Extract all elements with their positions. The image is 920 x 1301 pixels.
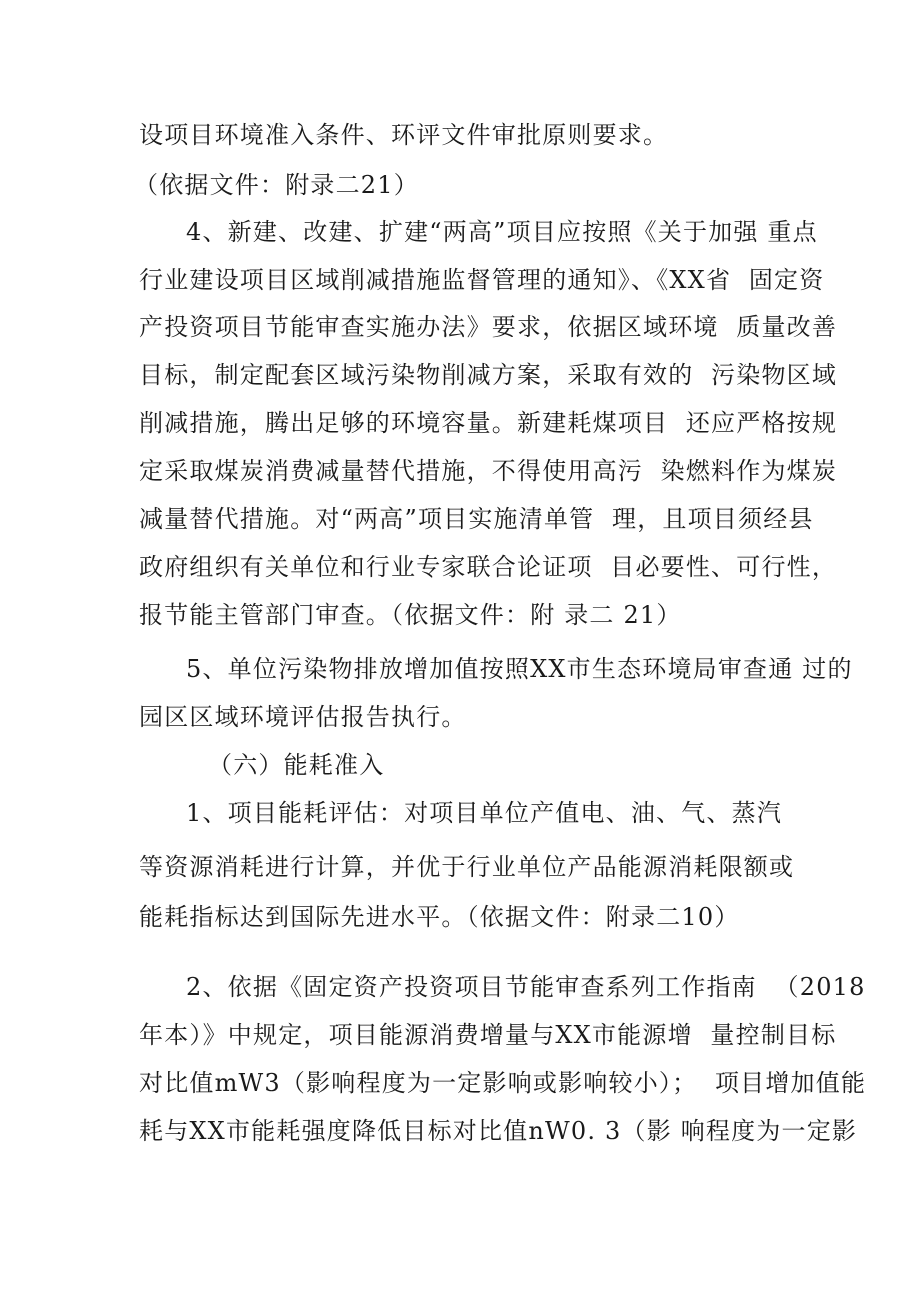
text-line: 等资源消耗进行计算，并优于行业单位产品能源消耗限额或 bbox=[139, 853, 795, 881]
text-line: 能耗指标达到国际先进水平。（依据文件：附录二10） bbox=[139, 903, 740, 931]
text-line: 4、新建、改建、扩建“两高”项目应按照《关于加强 重点 bbox=[186, 218, 818, 246]
text-line: 行业建设项目区域削减措施监督管理的通知》、《XX省 固定资 bbox=[139, 266, 825, 294]
section-heading: （六）能耗准入 bbox=[208, 751, 385, 779]
text-line: 1、项目能耗评估：对项目单位产值电、油、气、蒸汽 bbox=[186, 799, 783, 827]
text-line: （依据文件：附录二21） bbox=[134, 171, 419, 199]
text-line: 园区区域环境评估报告执行。 bbox=[139, 703, 467, 731]
text-line: 产投资项目节能审查实施办法》要求，依据区域环境 质量改善 bbox=[139, 313, 838, 341]
text-line: 设项目环境准入条件、环评文件审批原则要求。 bbox=[139, 121, 669, 149]
text-line: 耗与XX市能耗强度降低目标对比值nW0. 3（影 响程度为一定影 bbox=[139, 1117, 858, 1145]
text-line: 对比值mW3（影响程度为一定影响或影响较小）； 项目增加值能 bbox=[139, 1069, 867, 1097]
text-line: 2、依据《固定资产投资项目节能审查系列工作指南 （2018 bbox=[186, 973, 866, 1001]
text-line: 目标，制定配套区域污染物削减方案，采取有效的 污染物区域 bbox=[139, 361, 838, 389]
text-line: 削减措施，腾出足够的环境容量。新建耗煤项目 还应严格按规 bbox=[139, 409, 838, 437]
text-line: 报节能主管部门审查。（依据文件：附 录二 21） bbox=[139, 601, 682, 629]
text-line: 减量替代措施。对“两高”项目实施清单管 理，且项目须经县 bbox=[139, 505, 814, 533]
text-line: 政府组织有关单位和行业专家联合论证项 目必要性、可行性， bbox=[139, 553, 838, 581]
text-line: 定采取煤炭消费减量替代措施，不得使用高污 染燃料作为煤炭 bbox=[139, 457, 838, 485]
text-line: 年本）》中规定，项目能源消费增量与XX市能源增 量控制目标 bbox=[139, 1021, 837, 1049]
text-line: 5、单位污染物排放增加值按照XX市生态环境局审查通 过的 bbox=[186, 655, 853, 683]
